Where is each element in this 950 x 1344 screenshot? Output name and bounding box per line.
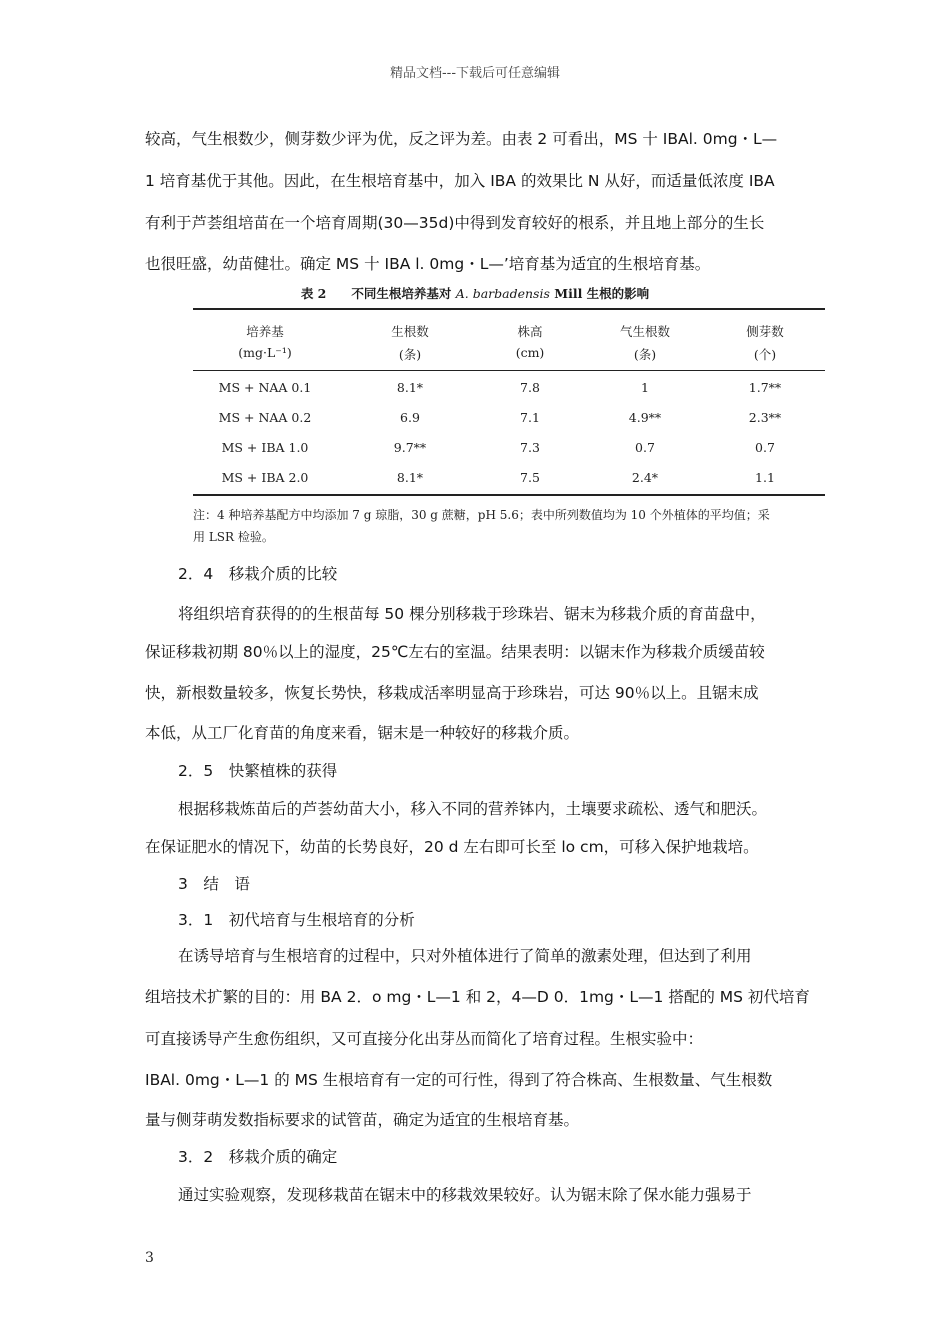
table-cell: 9.7** bbox=[393, 440, 427, 455]
table-cell: 0.7 bbox=[635, 440, 655, 455]
table-cell: 7.5 bbox=[520, 470, 540, 485]
body-line: 量与侧芽萌发数指标要求的试管苗，确定为适宜的生根培育基。 bbox=[145, 1111, 580, 1129]
section-heading: 2．4 移栽介质的比较 bbox=[178, 565, 338, 583]
body-line: 本低，从工厂化育苗的角度来看，锯末是一种较好的移栽介质。 bbox=[145, 724, 580, 742]
body-line: 根据移栽炼苗后的芦荟幼苗大小，移入不同的营养钵内，土壤要求疏松、透气和肥沃。 bbox=[178, 800, 768, 818]
body-line: 可直接诱导产生愈伤组织，又可直接分化出芽丛而简化了培育过程。生根实验中： bbox=[145, 1030, 704, 1048]
table-cell: 6.9 bbox=[400, 410, 420, 425]
table-bottom-rule bbox=[193, 494, 825, 496]
body-line: 组培技术扩繁的目的：用 BA 2．o mg・L—1 和 2，4—D 0．1mg・L—1 搭配的 MS 初代培育 bbox=[145, 988, 810, 1006]
page-number: 3 bbox=[145, 1250, 154, 1266]
header-cell-medium: 培养基 bbox=[246, 324, 284, 339]
table-caption bbox=[0, 284, 950, 302]
table-cell: 2.3** bbox=[748, 410, 782, 425]
table-note: 用 LSR 检验。 bbox=[193, 530, 274, 544]
body-line: 较高，气生根数少，侧芽数少评为优，反之评为差。由表 2 可看出，MS 十 IBAl. 0mg・L— bbox=[145, 130, 778, 148]
header-unit-height: (cm) bbox=[515, 345, 545, 360]
table-cell: 1 bbox=[641, 380, 649, 395]
body-line: 快，新根数量较多，恢复长势快，移栽成活率明显高于珍珠岩，可达 90％以上。且锯末成 bbox=[145, 684, 759, 702]
table-cell: 7.3 bbox=[520, 440, 540, 455]
body-line: 有利于芦荟组培苗在一个培育周期(30—35d)中得到发育较好的根系，并且地上部分的生长 bbox=[145, 214, 765, 232]
body-line: 在保证肥水的情况下，幼苗的长势良好，20 d 左右即可长至 lo cm，可移入保护地栽培。 bbox=[145, 838, 759, 856]
header-cell-aerial-roots: 气生根数 bbox=[619, 324, 670, 339]
section-heading: 3．1 初代培育与生根培育的分析 bbox=[178, 911, 415, 929]
section-heading: 2．5 快繁植株的获得 bbox=[178, 762, 338, 780]
body-line: 也很旺盛，幼苗健壮。确定 MS 十 IBA l. 0mg・L—’培育基为适宜的生根培育基。 bbox=[145, 255, 711, 273]
header-unit-root-count: (条) bbox=[398, 347, 422, 362]
body-line: 通过实验观察，发现移栽苗在锯末中的移栽效果较好。认为锯末除了保水能力强易于 bbox=[178, 1186, 752, 1204]
table-cell: 1.7** bbox=[748, 380, 782, 395]
table-cell: 7.1 bbox=[520, 410, 540, 425]
table-cell: 0.7 bbox=[755, 440, 775, 455]
header-unit-aerial-roots: (条) bbox=[633, 347, 657, 362]
table-cell: 1.1 bbox=[755, 470, 775, 485]
table-cell: MS + IBA 2.0 bbox=[221, 470, 309, 485]
section-heading: 3 结 语 bbox=[178, 875, 250, 893]
table-caption-suffix: Mill 生根的影响 bbox=[554, 286, 650, 301]
header-cell-side-buds: 侧芽数 bbox=[746, 324, 784, 339]
body-line: 保证移栽初期 80％以上的湿度，25℃左右的室温。结果表明：以锯末作为移栽介质缓苗较 bbox=[145, 643, 765, 661]
table-cell: 7.8 bbox=[520, 380, 540, 395]
table-header-rule bbox=[193, 370, 825, 371]
table-cell: MS + NAA 0.2 bbox=[218, 410, 312, 425]
table-cell: 8.1* bbox=[396, 470, 424, 485]
header-unit-medium: (mg·L⁻¹) bbox=[238, 345, 292, 360]
table-cell: MS + IBA 1.0 bbox=[221, 440, 309, 455]
table-cell: MS + NAA 0.1 bbox=[218, 380, 312, 395]
body-line: 在诱导培育与生根培育的过程中，只对外植体进行了简单的激素处理，但达到了利用 bbox=[178, 947, 752, 965]
header-cell-height: 株高 bbox=[517, 324, 543, 339]
table-cell: 8.1* bbox=[396, 380, 424, 395]
body-line: IBAl. 0mg・L—1 的 MS 生根培育有一定的可行性，得到了符合株高、生根数量、气生根数 bbox=[145, 1071, 773, 1089]
body-line: 1 培育基优于其他。因此，在生根培育基中，加入 IBA 的效果比 N 从好，而适量低浓度 IBA bbox=[145, 172, 775, 190]
section-heading: 3．2 移栽介质的确定 bbox=[178, 1148, 338, 1166]
table-cell: 4.9** bbox=[628, 410, 662, 425]
table-note: 注：4 种培养基配方中均添加 7 g 琼脂，30 g 蔗糖，pH 5.6；表中所列数值均为 10 个外植体的平均值；采 bbox=[193, 508, 770, 522]
header-unit-side-buds: (个) bbox=[753, 347, 777, 362]
body-line: 将组织培育获得的的生根苗每 50 棵分别移栽于珍珠岩、锯末为移栽介质的育苗盘中， bbox=[178, 605, 766, 623]
table-top-rule bbox=[193, 308, 825, 310]
table-caption-species: A. barbadensis bbox=[455, 286, 550, 301]
table-caption-prefix: 表 2 不同生根培养基对 bbox=[300, 286, 452, 301]
table-cell: 2.4* bbox=[631, 470, 659, 485]
page-header: 精品文档---下载后可任意编辑 bbox=[389, 66, 561, 81]
header-cell-root-count: 生根数 bbox=[391, 324, 429, 339]
